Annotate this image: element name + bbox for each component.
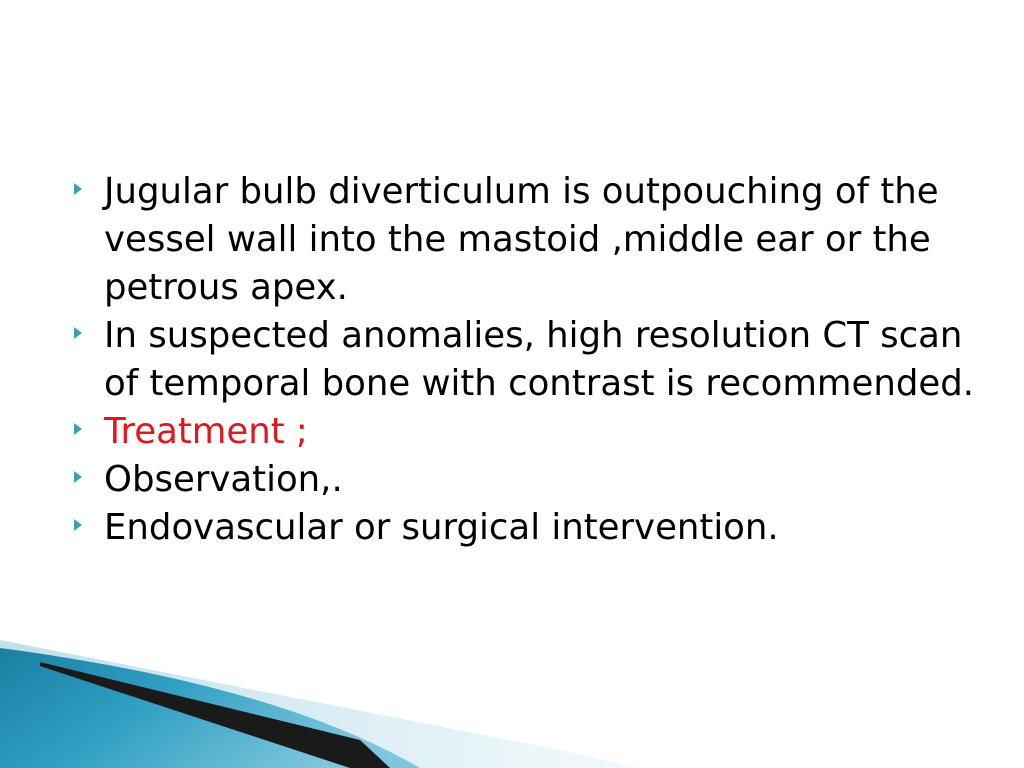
triangle-right-icon <box>74 183 82 195</box>
triangle-right-icon <box>74 327 82 339</box>
bullet-item-definition <box>74 168 974 312</box>
bullet-item-intervention <box>74 504 974 552</box>
bullet-text: Observation,. <box>104 459 343 500</box>
bullet-item-treatment <box>74 408 974 456</box>
bullet-text: Endovascular or surgical intervention. <box>104 507 779 548</box>
bullet-list <box>74 168 974 552</box>
bottom-decoration <box>0 600 1024 768</box>
bullet-text: In suspected anomalies, high resolution CT scan of temporal bone with contrast is recommended. <box>104 315 975 404</box>
bullet-item-observation <box>74 456 974 504</box>
triangle-right-icon <box>74 471 82 483</box>
bullet-item-imaging <box>74 312 974 408</box>
triangle-right-icon <box>74 519 82 531</box>
bullet-text: Treatment ; <box>104 411 308 452</box>
triangle-right-icon <box>74 423 82 435</box>
bullet-text: Jugular bulb diverticulum is outpouching of the vessel wall into the mastoid ,middle ear or the petrous apex. <box>104 171 939 308</box>
